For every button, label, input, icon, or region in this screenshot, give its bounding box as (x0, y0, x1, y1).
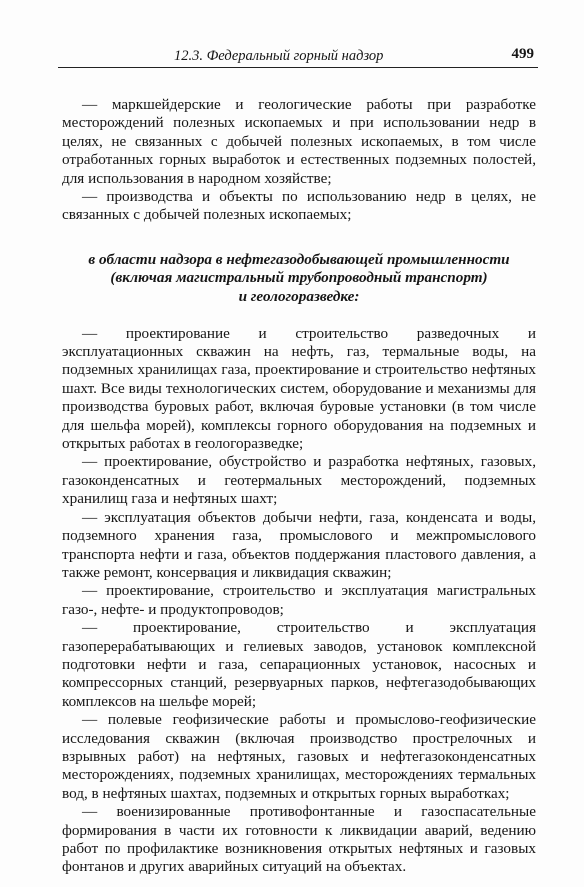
running-header (58, 44, 538, 70)
section-heading-line-2: (включая магистральный трубопроводный транспорт) (110, 269, 488, 287)
header-rule (58, 67, 538, 68)
running-title: 12.3. Федеральный горный надзор (174, 48, 384, 64)
list-item-processing-plants: — проектирование, строительство и эксплуатация газоперерабатывающих и гелиевых заводов, установок комплексной подготовки нефти и газа, сепарационных установок, насосных и компрессорных станций, резервуарных парков, нефтегазодобывающих комплексов на шельфе морей; (62, 619, 536, 710)
list-item-rescue-units: — военизированные противофонтанные и газоспасательные формирования в части их готовности к ликвидации аварий, ведению работ по профилактике возникновения открытых нефтяных и газовых фонтанов и других аварийных ситуаций на объектах. (62, 803, 536, 876)
list-item-well-design: — проектирование и строительство разведочных и эксплуатационных скважин на нефть, газ, термальные воды, на подземных хранилищах газа, проектирование и строительство нефтяных шахт. Все виды технологических систем, оборудование и механизмы для производства буровых работ, включая буровые установки (в том числе для шельфа морей), комплексы горного оборудования на подземных и открытых работах в геологоразведке; (62, 324, 536, 453)
list-item-field-development: — проектирование, обустройство и разработка нефтяных, газовых, газоконденсатных и геотермальных месторождений, подземных хранилищ газа и нефтяных шахт; (62, 453, 536, 508)
list-item-surveying: — маркшейдерские и геологические работы при разработке месторождений полезных ископаемых и при использовании недр в целях, не связанных с добычей полезных ископаемых, в том числе отработанных горных выработок и естественных подземных полостей, для использования в народном хозяйстве; (62, 96, 536, 187)
page-number: 499 (511, 46, 534, 62)
list-item-non-mining-use: — производства и объекты по использованию недр в целях, не связанных с добычей полезных ископаемых; (62, 188, 536, 224)
list-item-pipelines: — проектирование, строительство и эксплуатация магистральных газо-, нефте- и продуктопроводов; (62, 582, 536, 618)
list-item-geophysical-works: — полевые геофизические работы и промыслово-геофизические исследования скважин (включая производство прострелочных и взрывных работ) на нефтяных, газовых и нефтегазоконденсатных месторождениях, подземных хранилищах, месторождениях термальных вод, в нефтяных шахтах, подземных и открытых горных выработках; (62, 711, 536, 802)
section-heading-line-1: в области надзора в нефтегазодобывающей промышленности (88, 250, 510, 268)
section-heading (62, 251, 536, 307)
list-item-production-operation: — эксплуатация объектов добычи нефти, газа, конденсата и воды, подземного хранения газа, промыслового и межпромыслового транспорта нефти и газа, объектов поддержания пластового давления, а также ремонт, консервация и ликвидация скважин; (62, 508, 536, 581)
body-text (62, 96, 536, 877)
section-heading-line-3: и геологоразведке: (238, 288, 360, 306)
